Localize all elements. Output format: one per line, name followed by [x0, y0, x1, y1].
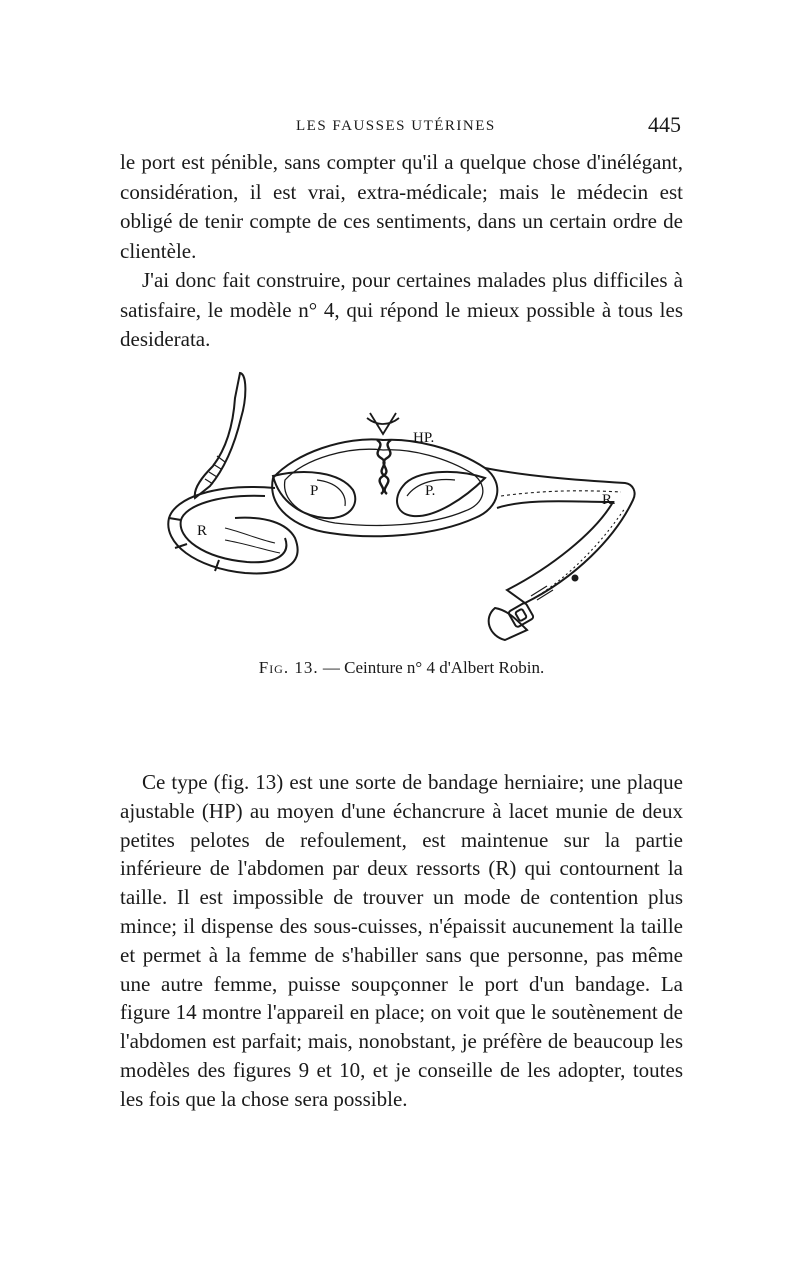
paragraph-description: Ce type (fig. 13) est une sorte de bandage herniaire; une plaque ajustable (HP) au moyen d'une échancrure à lacet munie de deux petites pelotes de refoulement, est maintenue sur la partie inférieure de l'abdomen par deux ressorts (R) qui contournent la taille. Il est impossible de trouver un mode de contention plus mince; il dispense des sous-cuisses, n'épaissit aucunement la taille et permet à la femme de s'habiller sans que personne, pas même une autre femme, puisse soupçonner le port d'un bandage. La figure 14 montre l'appareil en place; on voit que le soutènement de l'abdomen est parfait; mais, nonobstant, je préfère de beaucoup les modèles des figures 9 et 10, et je conseille de les adopter, toutes les fois que la chose sera possible. [120, 770, 683, 1111]
text-block-top [120, 148, 683, 355]
label-spring-left: R [197, 523, 208, 539]
label-pad-left: P [310, 483, 319, 499]
page-number: 445 [648, 112, 681, 137]
right-strap [485, 468, 635, 603]
caption-text: — Ceinture n° 4 d'Albert Robin. [322, 658, 545, 677]
buckle [489, 576, 578, 641]
paragraph-model-4: J'ai donc fait construire, pour certaines malades plus difficiles à satisfaire, le modèle n° 4, qui répond le mieux possible à tous les desiderata. [120, 268, 683, 351]
paragraph-continuation: le port est pénible, sans compter qu'il a quelque chose d'inélégant, considération, il est vrai, extra-médicale; mais le médecin est obligé de tenir compte de ces sentiments, dans un certain ordre de clientèle. [120, 150, 683, 263]
running-title: LES FAUSSES UTÉRINES [296, 118, 496, 134]
figure-caption [120, 658, 683, 678]
left-strap-end [195, 373, 246, 498]
lace-notch [367, 413, 399, 434]
label-hp: HP. [413, 430, 435, 446]
text-block-bottom [120, 768, 683, 1114]
caption-label: Fig. 13. [258, 658, 319, 677]
right-pad [397, 472, 485, 516]
label-spring-right: R. [602, 492, 616, 508]
figure-belt-illustration [155, 368, 650, 658]
label-pad-right: P. [425, 483, 436, 499]
belt-engraving [155, 368, 650, 658]
running-head [120, 112, 685, 142]
